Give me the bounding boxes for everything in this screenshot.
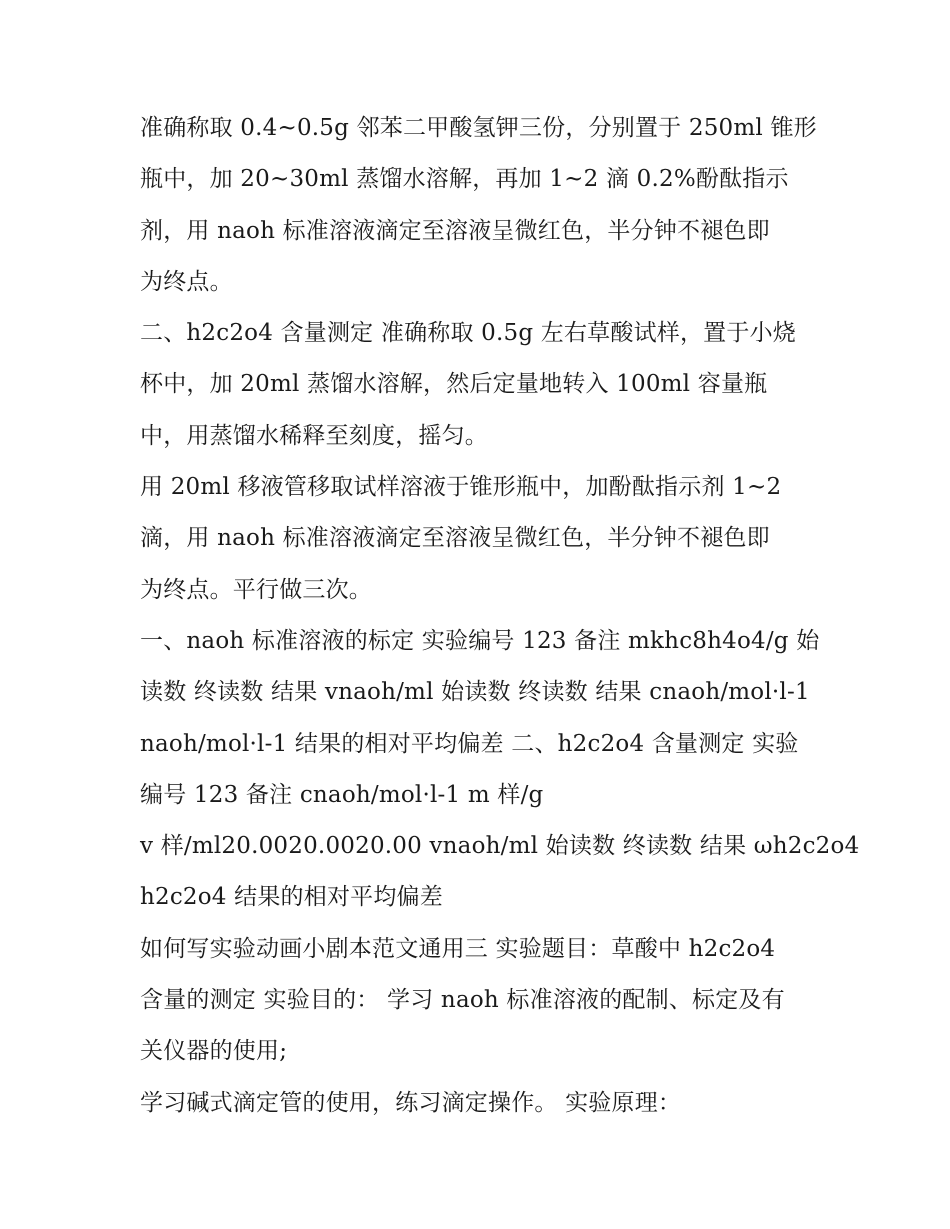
- text-line: 二、h2c2o4 含量测定 准确称取 0.5g 左右草酸试样，置于小烧: [140, 320, 796, 347]
- text-line: 为终点。: [140, 268, 233, 295]
- document-body: [140, 103, 860, 1129]
- text-line: 杯中，加 20ml 蒸馏水溶解，然后定量地转入 100ml 容量瓶: [140, 371, 768, 398]
- text-line: 中，用蒸馏水稀释至刻度，摇匀。: [140, 422, 488, 449]
- text-line: 含量的测定 实验目的： 学习 naoh 标准溶液的配制、标定及有: [140, 987, 785, 1014]
- text-line: 剂，用 naoh 标准溶液滴定至溶液呈微红色，半分钟不褪色即: [140, 217, 770, 244]
- text-line: 滴，用 naoh 标准溶液滴定至溶液呈微红色，半分钟不褪色即: [140, 525, 770, 552]
- text-line: 读数 终读数 结果 vnaoh/ml 始读数 终读数 结果 cnaoh/mol·l-1: [140, 679, 810, 706]
- text-line: 编号 123 备注 cnaoh/mol·l-1 m 样/g: [140, 781, 544, 808]
- text-line: 一、naoh 标准溶液的标定 实验编号 123 备注 mkhc8h4o4/g 始: [140, 627, 820, 654]
- text-line: 瓶中，加 20~30ml 蒸馏水溶解，再加 1~2 滴 0.2%酚酞指示: [140, 166, 789, 193]
- text-line: 用 20ml 移液管移取试样溶液于锥形瓶中，加酚酞指示剂 1~2: [140, 474, 782, 501]
- text-line: 为终点。平行做三次。: [140, 576, 372, 603]
- text-line: 如何写实验动画小剧本范文通用三 实验题目：草酸中 h2c2o4: [140, 935, 776, 962]
- text-line: h2c2o4 结果的相对平均偏差: [140, 884, 443, 911]
- text-line: 学习碱式滴定管的使用，练习滴定操作。 实验原理：: [140, 1089, 682, 1116]
- text-line: naoh/mol·l-1 结果的相对平均偏差 二、h2c2o4 含量测定 实验: [140, 730, 799, 757]
- text-line: v 样/ml20.0020.0020.00 vnaoh/ml 始读数 终读数 结果 ωh2c2o4: [140, 833, 860, 860]
- text-line: 关仪器的使用;: [140, 1038, 288, 1065]
- text-line: 准确称取 0.4~0.5g 邻苯二甲酸氢钾三份，分别置于 250ml 锥形: [140, 115, 817, 141]
